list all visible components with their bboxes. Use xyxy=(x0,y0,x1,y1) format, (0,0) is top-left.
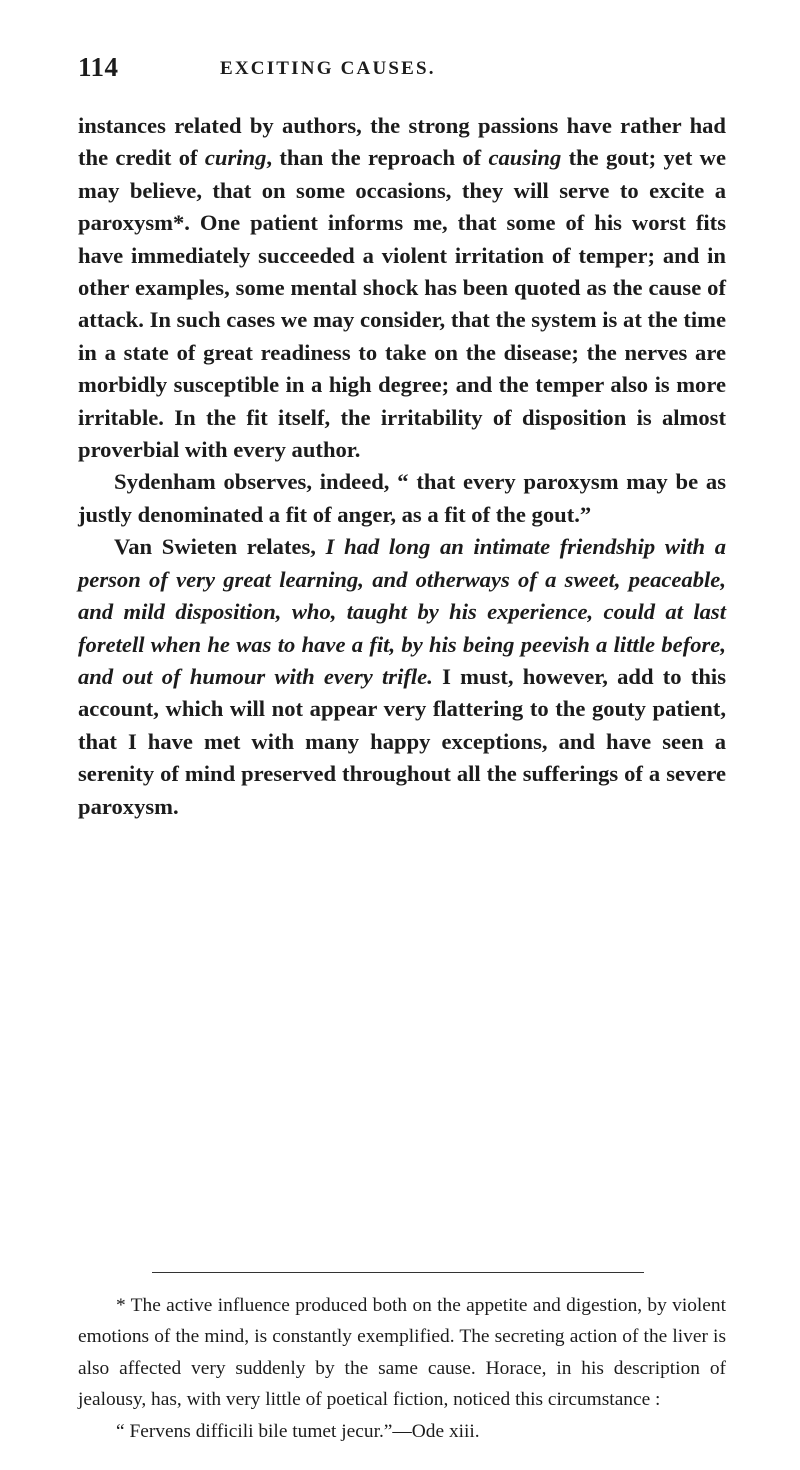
footnote-text: * The active influence produced both on the appetite and digestion, by violent emotions of the mind, is constantly exemplified. The secreting action of the liver is also affected very suddenly by the same cause. Horace, in his description of jealousy, has, with very little of poetical fiction, noticed this circumstance : xyxy=(78,1295,726,1411)
paragraph-1-text-b: , than the reproach of xyxy=(266,145,489,171)
paragraph-3 xyxy=(78,531,726,823)
paragraph-1-text-c: the gout; yet we may believe, that on some occasions, they will serve to excite a paroxysm*. One patient informs me, that some of his worst fits have immediately succeeded a violent irritation of temper; and in other examples, some mental shock has been quoted as the cause of attack. In such cases we may consider, that the system is at the time in a state of great readiness to take on the disease; the nerves are morbidly susceptible in a high degree; and the temper also is more irritable. In the fit itself, the irritability of disposition is almost proverbial with every author. xyxy=(78,145,726,463)
paragraph-1-text-a: instances related by authors, the strong passions have rather had the credit of xyxy=(78,113,726,171)
running-title: EXCITING CAUSES. xyxy=(220,58,436,79)
page-number: 114 xyxy=(78,52,119,82)
paragraph-2: Sydenham observes, indeed, “ that every paroxysm may be as justly denominated a fit of anger, as a fit of the gout.” xyxy=(78,469,726,527)
paragraph-3-italic-quote: I had long an intimate friendship with a person of very great learning, and otherways of a sweet, peaceable, and mild disposition, who, taught by his experience, could at last foretell when he was to have a fit, by his being peevish a little before, and out of humour with every trifle. xyxy=(78,534,726,689)
paragraph-1-italic-causing: causing xyxy=(488,145,562,171)
paragraph-1-italic-curing: curing xyxy=(204,145,267,171)
main-text xyxy=(78,110,726,823)
running-head xyxy=(78,52,726,82)
paragraph-3-text-a: Van Swieten relates, xyxy=(114,534,326,560)
book-page xyxy=(78,0,726,1470)
footnote-quote: “ Fervens difficili bile tumet jecur.”—Ode xiii. xyxy=(116,1420,480,1442)
paragraph-1 xyxy=(78,110,726,466)
paragraph-3-text-b: I must, however, add to this account, which will not appear very flattering to the gouty patient, that I have met with many happy exceptions, and have seen a serenity of mind preserved throughout all the sufferings of a severe paroxysm. xyxy=(78,663,726,819)
footnote xyxy=(78,1290,726,1447)
footnote-separator-rule xyxy=(152,1272,644,1273)
